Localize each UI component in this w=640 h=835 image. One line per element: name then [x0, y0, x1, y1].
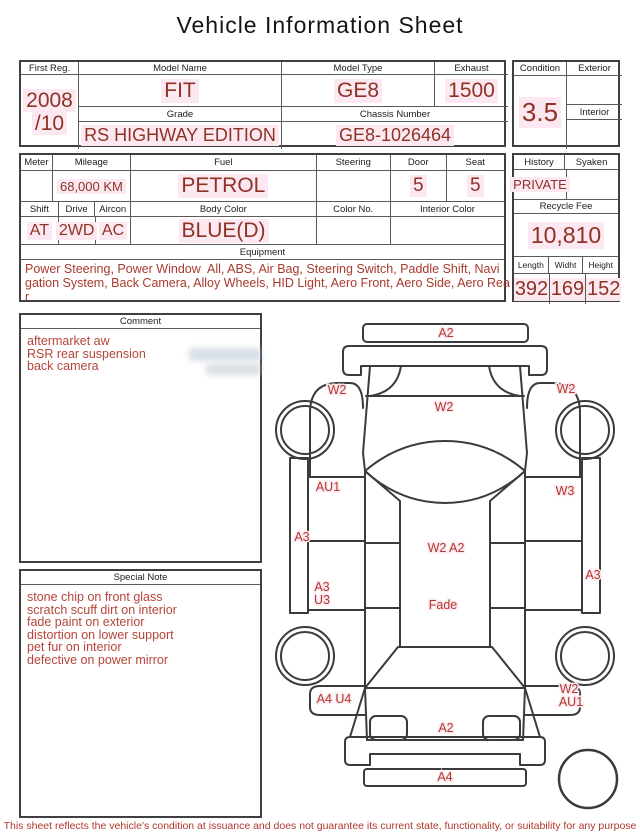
interior-header: Interior — [567, 105, 622, 120]
comment-box — [19, 313, 262, 563]
body-side-left — [363, 366, 370, 688]
text-line: back camera — [27, 359, 99, 374]
widht-header: Widht — [549, 257, 584, 273]
page-title: Vehicle Information Sheet — [176, 12, 464, 38]
history-table — [512, 153, 620, 302]
chassis-number-value: GE8-1026464 — [282, 122, 508, 149]
disclaimer-text: This sheet reflects the vehicle's condition at issuance and does not guarantee its current state, functionality, or suitability for any purpose — [3, 820, 637, 832]
meter-header: Meter — [21, 155, 53, 170]
condition-value: 3.5 — [514, 76, 567, 149]
steering-header: Steering — [317, 155, 391, 170]
damage-label: W2 A2 — [427, 541, 465, 555]
spare-tire — [559, 750, 617, 808]
damage-label: A2 — [438, 721, 454, 735]
drive-header: Drive — [59, 202, 96, 216]
cabin-inner-left — [365, 471, 400, 647]
height-value: 152 — [587, 277, 621, 300]
steering-value — [317, 171, 391, 201]
text-line: pet fur on interior — [27, 640, 122, 655]
mileage-header: Mileage — [53, 155, 131, 170]
special-note-box — [19, 569, 262, 818]
interior-color-value — [391, 217, 504, 244]
front-fender-left — [310, 383, 363, 477]
length-header: Length — [514, 257, 549, 273]
aircon-value: AC — [96, 217, 132, 244]
first-reg-header: First Reg. — [21, 62, 79, 75]
text-line: defective on power mirror — [27, 652, 169, 667]
wheel-rear-right — [556, 627, 614, 685]
wheel-rear-left — [276, 627, 334, 685]
damage-label: W2 — [327, 383, 347, 397]
wheel-front-right — [556, 401, 614, 459]
headlight-right — [489, 366, 520, 396]
damage-label: W2 — [434, 400, 454, 414]
wheel-front-left — [276, 401, 334, 459]
damage-label: A3 — [294, 530, 310, 544]
history-header: History — [514, 155, 565, 169]
damage-label: A4 U4 — [316, 692, 352, 706]
windshield-shape — [365, 441, 525, 503]
color-no-value — [317, 217, 391, 244]
rear-window-shape — [365, 647, 525, 688]
meter-value — [21, 171, 53, 201]
model-type-value: GE8 — [282, 75, 435, 107]
damage-label: A3 — [314, 580, 330, 594]
fuel-header: Fuel — [131, 155, 316, 170]
comment-header: Comment — [21, 315, 260, 329]
text-line: RSR rear suspension — [27, 346, 146, 361]
model-name-value: FIT — [79, 75, 282, 107]
damage-label: W2 — [559, 682, 579, 696]
shift-value: AT — [21, 217, 59, 244]
redacted-blur — [206, 364, 261, 375]
grade-value: RS HIGHWAY EDITION — [79, 122, 282, 149]
damage-label: A4 — [437, 770, 453, 784]
door-value: 5 — [391, 171, 447, 201]
headlight-left — [370, 366, 401, 396]
syaken-header: Syaken — [575, 156, 608, 168]
special-note-lines — [21, 585, 260, 667]
seat-header: Seat — [465, 157, 486, 168]
damage-label: AU1 — [558, 695, 584, 709]
aircon-header: Aircon — [95, 202, 131, 216]
text-line: fade paint on exterior — [27, 615, 145, 630]
car-damage-diagram — [270, 313, 640, 815]
text-line: gation System, Back Camera, Alloy Wheels, HID Light, Aero Front, Aero Side, Aero Rea — [25, 276, 510, 290]
special-note-header: Special Note — [21, 571, 260, 585]
body-color-header: Body Color — [131, 202, 316, 216]
grade-header: Grade — [79, 107, 282, 122]
equipment-header: Equipment — [239, 246, 286, 258]
info-table — [19, 60, 506, 147]
rear-bumper-shape — [345, 737, 545, 765]
chassis-number-header: Chassis Number — [282, 107, 508, 122]
damage-label: W2 — [556, 382, 576, 396]
condition-table — [512, 60, 620, 147]
damage-label: A3 — [585, 568, 601, 582]
model-name-header: Model Name — [79, 62, 282, 75]
drive-value: 2WD — [59, 217, 96, 244]
fuel-value: PETROL — [131, 171, 316, 201]
spec-table — [19, 153, 510, 304]
model-type-header: Model Type — [282, 62, 435, 75]
body-color-value: BLUE(D) — [131, 217, 316, 244]
damage-label: W3 — [555, 484, 575, 498]
recycle-fee-value: 10,810 — [514, 214, 618, 256]
color-no-header: Color No. — [317, 202, 391, 216]
widht-value: 169 — [550, 274, 586, 304]
height-header: Height — [588, 260, 613, 270]
seat-value: 5 — [447, 171, 505, 201]
first-reg-value: 2008 /10 — [21, 75, 79, 149]
text-line: aftermarket aw — [27, 334, 110, 348]
redacted-blur — [189, 348, 261, 361]
exterior-value — [567, 76, 622, 105]
text-line: distortion on lower support — [27, 627, 174, 642]
syaken-value — [567, 170, 618, 199]
text-line: Power Steering, Power Window All, ABS, Air Bag, Steering Switch, Paddle Shift, Navi — [25, 262, 500, 276]
sill-right — [582, 458, 600, 613]
equipment-list — [21, 260, 508, 304]
damage-label: Fade — [428, 598, 458, 612]
cabin-inner-right — [490, 471, 525, 647]
damage-label: A2 — [438, 326, 454, 340]
recycle-fee-header: Recycle Fee — [539, 201, 593, 212]
exterior-header: Exterior — [567, 62, 622, 76]
history-value: PRIVATE — [514, 170, 567, 199]
door-header: Door — [391, 155, 447, 170]
interior-color-header: Interior Color — [420, 203, 475, 215]
body-side-right — [520, 366, 527, 688]
exhaust-value: 1500 — [435, 75, 508, 107]
front-bumper-shape — [343, 346, 547, 375]
exhaust-header: Exhaust — [435, 62, 508, 75]
text-line: stone chip on front glass — [27, 590, 163, 604]
text-line: r — [25, 290, 30, 304]
length-value: 392 — [514, 274, 550, 304]
text-line: scratch scuff dirt on interior — [27, 602, 177, 617]
damage-label: U3 — [314, 593, 330, 607]
front-fender-right — [527, 383, 580, 477]
damage-label: AU1 — [315, 480, 341, 494]
interior-value — [567, 120, 622, 149]
mileage-value: 68,000 KM — [53, 171, 131, 201]
condition-header: Condition — [514, 62, 567, 76]
shift-header: Shift — [21, 202, 59, 216]
